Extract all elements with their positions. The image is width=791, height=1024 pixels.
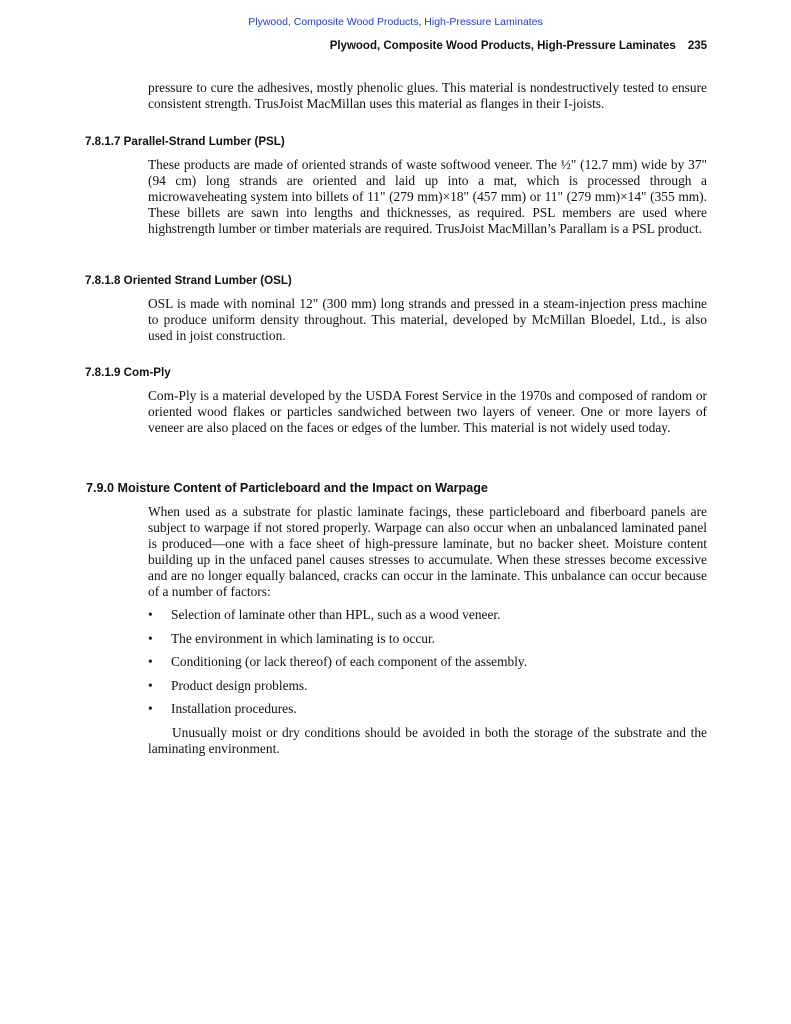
intro-block — [148, 80, 707, 112]
running-header — [330, 40, 707, 52]
list-item: • Selection of laminate other than HPL, such as a wood veneer. — [148, 607, 501, 622]
closing-paragraph: Unusually moist or dry conditions should be avoided in both the storage of the substrate and the laminating environment. — [148, 724, 707, 756]
bullet-glyph: • — [148, 677, 153, 693]
psl-block — [148, 157, 707, 237]
top-link[interactable]: Plywood, Composite Wood Products, High-Pressure Laminates — [248, 16, 543, 28]
heading-osl: 7.8.1.8 Oriented Strand Lumber (OSL) — [85, 274, 292, 287]
bullet-glyph: • — [148, 701, 153, 716]
factor-list — [148, 607, 707, 717]
heading-comply: 7.8.1.9 Com-Ply — [85, 366, 171, 379]
bullet-glyph: • — [148, 607, 153, 622]
page-number: 235 — [687, 40, 707, 52]
comply-paragraph: Com-Ply is a material developed by the USDA Forest Service in the 1970s and composed of random or oriented wood flakes or particles sandwiched between two layers of veneer. One or more layers of veneer are also placed on the faces or edges of the lumber. This material is not widely used today. — [148, 388, 707, 435]
psl-paragraph: These products are made of oriented strands of waste softwood veneer. The ½" (12.7 mm) wide by 37" (94 cm) long strands are oriented and laid up into a mat, which is processed through a microwaveheating system into billets of 11" (279 mm)×18" (457 mm) or 11" (279 mm)×14" (355 mm). These billets are sawn into lengths and thicknesses, as required. PSL members are used where highstrength lumber or timber materials are required. TrusJoist MacMillan’s Parallam is a PSL product. — [148, 157, 707, 236]
moisture-block — [148, 504, 707, 757]
comply-block — [148, 388, 707, 436]
list-item: • Installation procedures. — [148, 701, 297, 716]
osl-paragraph: OSL is made with nominal 12" (300 mm) long strands and pressed in a steam-injection press machine to produce uniform density throughout. This material, developed by McMillan Bloedel, Ltd., is also used in joist construction. — [148, 296, 707, 343]
running-title: Plywood, Composite Wood Products, High-Pressure Laminates — [329, 40, 676, 52]
intro-paragraph: pressure to cure the adhesives, mostly phenolic glues. This material is nondestructively tested to ensure consistent strength. TrusJoist MacMillan uses this material as flanges in their I-joists. — [148, 80, 707, 111]
heading-moisture: 7.9.0 Moisture Content of Particleboard and the Impact on Warpage — [86, 481, 488, 495]
list-item: • Conditioning (or lack thereof) of each component of the assembly. — [148, 654, 528, 669]
bullet-glyph: • — [148, 630, 153, 646]
bullet-glyph: • — [148, 654, 153, 669]
list-item: • The environment in which laminating is to occur. — [148, 630, 436, 646]
list-item: • Product design problems. — [148, 677, 308, 693]
moisture-paragraph: When used as a substrate for plastic laminate facings, these particleboard and fiberboard panels are subject to warpage if not stored properly. Warpage can also occur when an unbalanced laminated panel is produced—one with a face sheet of high-pressure laminate, but no backer sheet. Moisture content building up in the unfaced panel causes stresses to accumulate. When these stresses become excessive and are no longer equally balanced, cracks can occur in the laminate. This unbalance can occur because of a number of factors: — [148, 504, 707, 599]
heading-psl: 7.8.1.7 Parallel-Strand Lumber (PSL) — [85, 135, 285, 148]
osl-block — [148, 296, 707, 344]
